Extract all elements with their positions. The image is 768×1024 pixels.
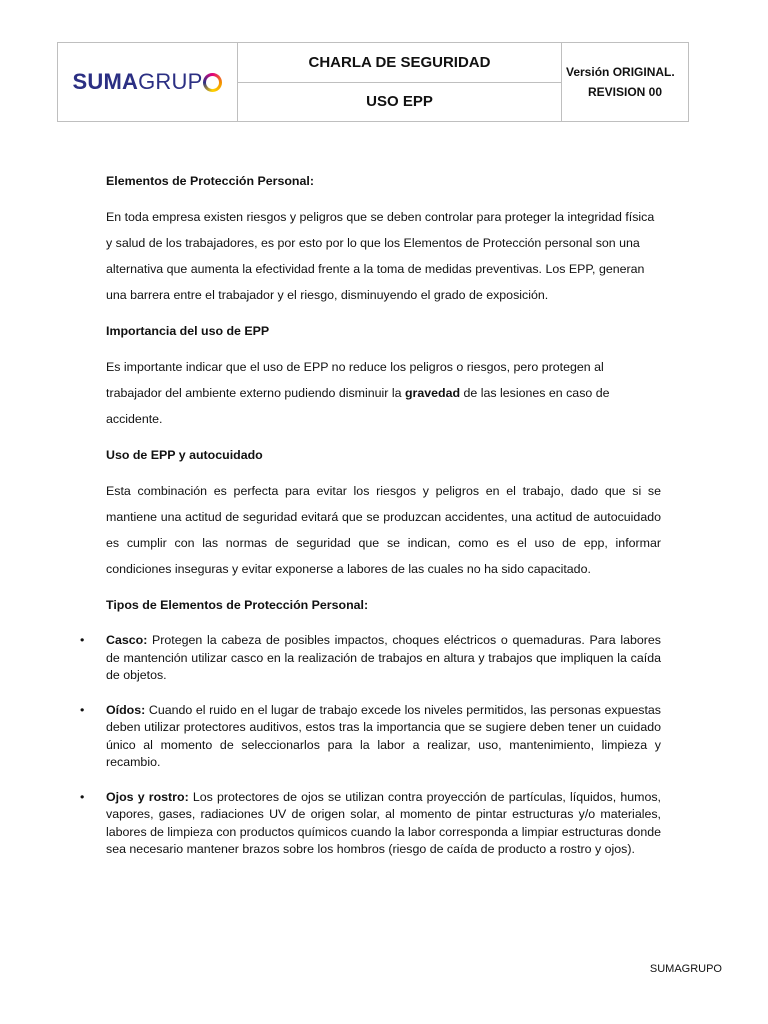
section-body-importancia xyxy=(106,354,661,432)
list-item-text xyxy=(106,789,661,859)
page-footer: SUMAGRUPO xyxy=(649,963,722,975)
section-body-autocuidado: Esta combinación es perfecta para evitar los riesgos y peligros en el trabajo, dado que si se mantiene una actitud de seguridad evitará que se produzcan accidentes, una actitud de autocuidado es cumplir con las normas de seguridad que se indican, como es el uso de epp, informar condiciones inseguras y evitar exponerse a labores de las cuales no ha sido capacitado. xyxy=(106,484,661,576)
document-title: CHARLA DE SEGURIDAD xyxy=(238,43,561,83)
list-item-text xyxy=(106,702,661,772)
bullet-marker: • xyxy=(80,633,85,647)
revision-label: REVISION 00 xyxy=(588,85,663,99)
epp-types-list xyxy=(80,632,661,876)
bullet-marker: • xyxy=(80,789,85,804)
company-logo xyxy=(73,69,223,95)
list-item-description: Los protectores de ojos se utilizan contra proyección de partículas, líquidos, humos, vapores, gases, radiaciones UV de origen solar, al momento de pintar estructuras y/o materiales, labores de limpieza con productos químicos cuando la labor corresponda a limpiar estructuras donde sea necesario mantener brazos sobre los hombros (riesgo de caída de producto a rostro y ojos). xyxy=(106,789,661,856)
document-body xyxy=(106,168,661,628)
logo-bold-text: SUMA xyxy=(72,69,139,94)
logo-ring-icon xyxy=(203,73,222,92)
bullet-marker: • xyxy=(80,702,85,717)
body-text: Es importante indicar que el uso de EPP no reduce los peligros o riesgos, pero protegen al trabajador del ambiente externo pudiendo disminuir la xyxy=(106,360,604,400)
logo-light-text: GRUP xyxy=(138,69,203,94)
list-item xyxy=(80,632,661,685)
list-item-label: Casco: xyxy=(106,633,148,647)
list-item-description: Protegen la cabeza de posibles impactos, choques eléctricos o quemaduras. Para labores de mantención utilizar casco en la realización de trabajos en altura y trabajos que impliquen la caída de objetos. xyxy=(106,633,661,682)
list-item xyxy=(80,789,661,859)
section-body-epp: En toda empresa existen riesgos y peligros que se deben controlar para proteger la integridad física y salud de los trabajadores, es por esto por lo que los Elementos de Protección personal son una alternativa que aumenta la efectividad frente a la toma de medidas preventivas. Los EPP, generan una barrera entre el trabajador y el riesgo, disminuyendo el grado de exposición. xyxy=(106,210,655,302)
list-item-text xyxy=(106,632,661,685)
section-heading-tipos: Tipos de Elementos de Protección Personal: xyxy=(106,598,369,612)
document-header xyxy=(57,42,689,122)
list-item-label: Ojos y rostro: xyxy=(106,789,189,804)
title-cell xyxy=(238,43,562,121)
logo-cell xyxy=(58,43,238,121)
section-heading-epp: Elementos de Protección Personal: xyxy=(106,174,314,188)
section-heading-importancia: Importancia del uso de EPP xyxy=(106,324,270,338)
list-item-label: Oídos: xyxy=(106,702,146,717)
list-item xyxy=(80,702,661,772)
section-heading-autocuidado: Uso de EPP y autocuidado xyxy=(106,448,263,462)
document-subtitle: USO EPP xyxy=(366,93,433,111)
bold-word: gravedad xyxy=(404,386,461,400)
version-label: Versión ORIGINAL. xyxy=(566,65,675,79)
body-text: de las lesiones en caso de accidente. xyxy=(106,386,610,426)
version-cell xyxy=(562,43,688,121)
list-item-description: Cuando el ruido en el lugar de trabajo excede los niveles permitidos, las personas expuestas deben utilizar protectores auditivos, estos tras la importancia que se sugiere deben tener un cuidado único al momento de seleccionarlos para la labor a realizar, uso, mantenimiento, limpieza y recambio. xyxy=(106,702,661,769)
